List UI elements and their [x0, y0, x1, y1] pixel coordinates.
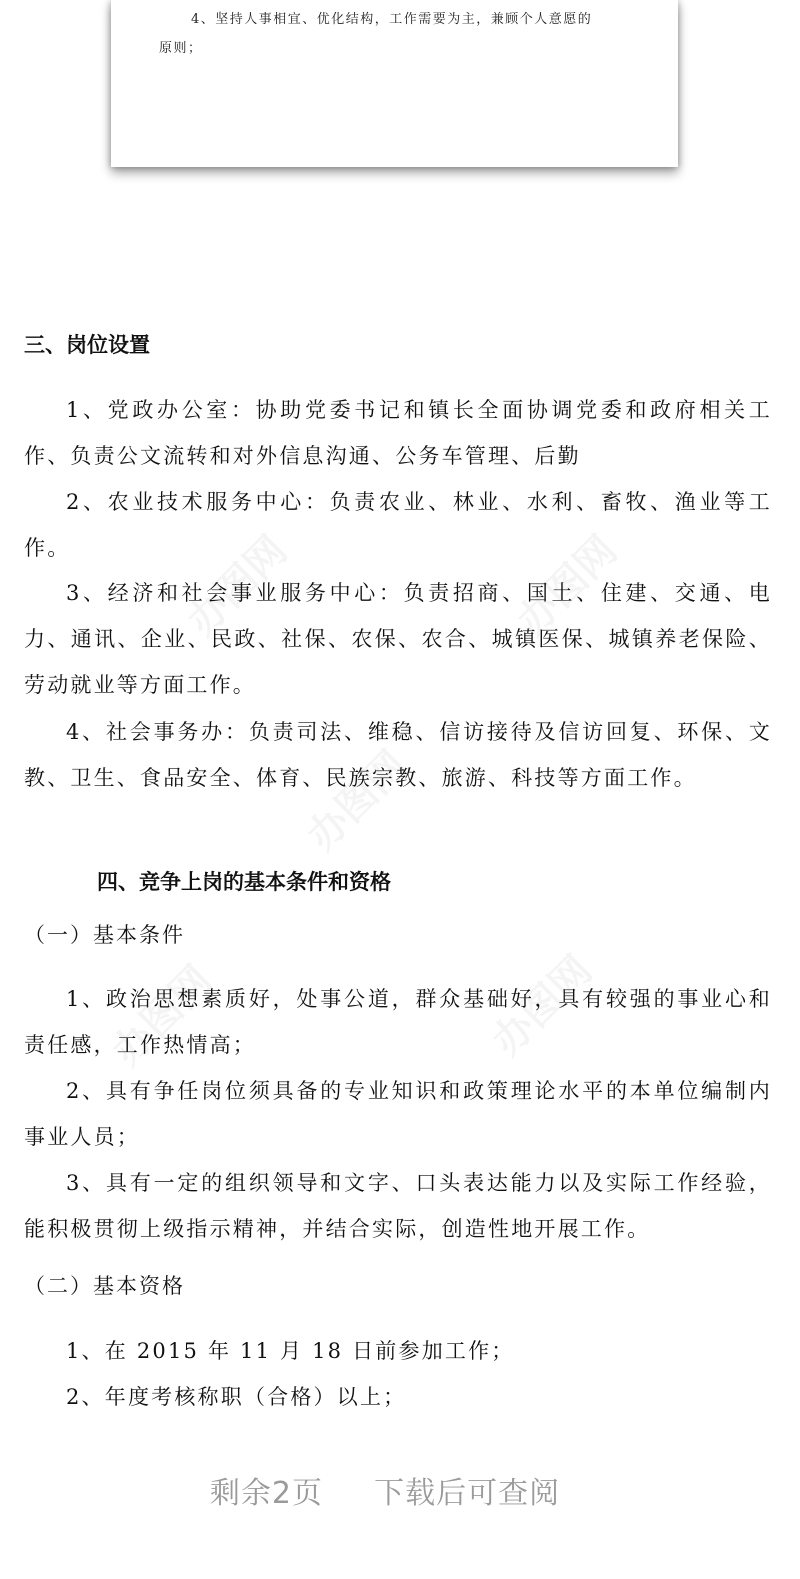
paragraph: 1、党政办公室：协助党委书记和镇长全面协调党委和政府相关工作、负责公文流转和对外信息沟通、公务车管理、后勤 — [24, 398, 772, 468]
subsection-heading: （一）基本条件 — [24, 923, 185, 947]
paragraph: 2、农业技术服务中心：负责农业、林业、水利、畜牧、渔业等工作。 — [24, 490, 772, 560]
paragraph: 2、具有争任岗位须具备的专业知识和政策理论水平的本单位编制内事业人员； — [24, 1079, 772, 1149]
paragraph: 1、政治思想素质好，处事公道，群众基础好，具有较强的事业心和责任感，工作热情高； — [24, 987, 772, 1057]
paragraph: 4、社会事务办：负责司法、维稳、信访接待及信访回复、环保、文教、卫生、食品安全、体育、民族宗教、旅游、科技等方面工作。 — [24, 720, 772, 790]
preview-line: 4、坚持人事相宜、优化结构，工作需要为主，兼顾个人意愿的 — [191, 12, 593, 27]
previous-page-preview — [111, 0, 678, 167]
paragraph: 3、具有一定的组织领导和文字、口头表达能力以及实际工作经验，能积极贯彻上级指示精神，并结合实际，创造性地开展工作。 — [24, 1171, 772, 1241]
paragraph: 2、年度考核称职（合格）以上； — [66, 1385, 407, 1409]
paragraph: 1、在 2015 年 11 月 18 日前参加工作； — [66, 1339, 515, 1363]
subsection-heading: （二）基本资格 — [24, 1274, 185, 1298]
paragraph: 3、经济和社会事业服务中心：负责招商、国土、住建、交通、电力、通讯、企业、民政、社保、农保、农合、城镇医保、城镇养老保险、劳动就业等方面工作。 — [24, 581, 772, 697]
section-heading: 四、竞争上岗的基本条件和资格 — [97, 870, 391, 894]
remaining-pages-notice — [0, 1468, 770, 1512]
section-heading: 三、岗位设置 — [24, 333, 150, 357]
remaining-pages-label: 剩余2页 — [209, 1476, 323, 1511]
download-hint-label: 下载后可查阅 — [374, 1476, 561, 1511]
preview-line: 原则； — [159, 41, 203, 56]
